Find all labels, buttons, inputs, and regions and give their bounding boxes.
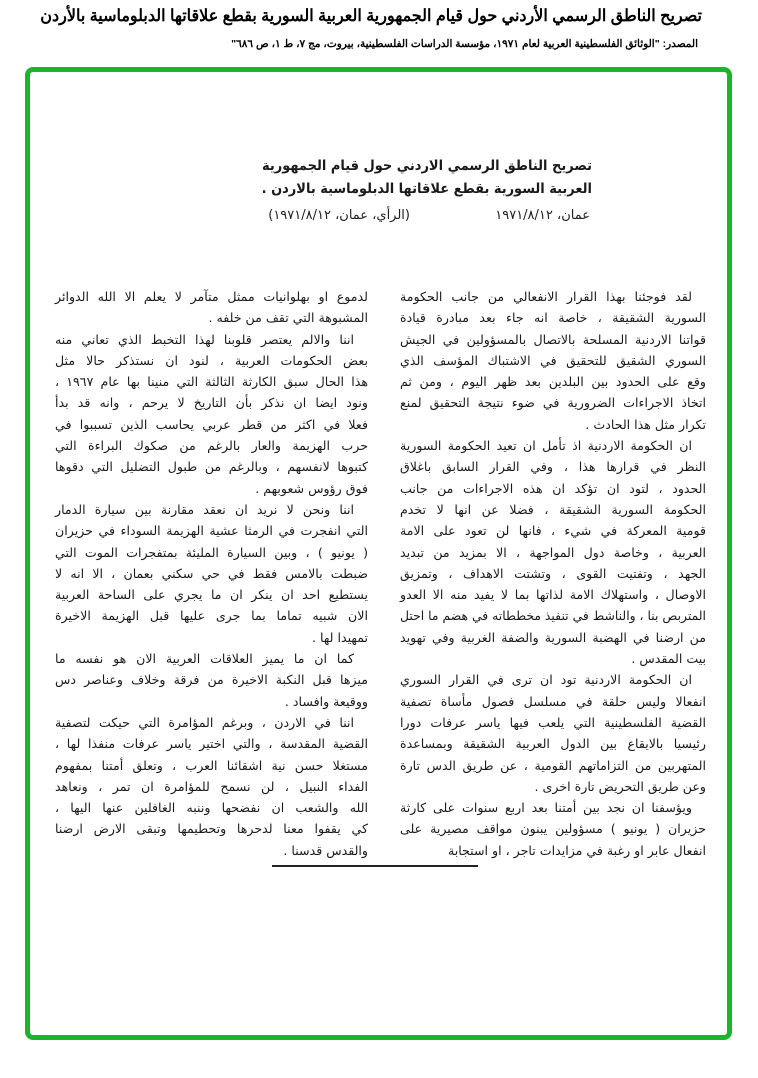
text-line: الحدود ، لتود ان تؤكد ان هذه الاجراءات من جانب [400,480,706,496]
text-line: وقع على الحدود بين البلدين بعد ظهر اليوم ، ومن ثم [400,374,706,390]
paragraph [400,286,706,435]
text-line: ووقيعة وافساد . [284,693,368,709]
text-line: ان الحكومة الاردنية تود ان ترى في القرار السوري [400,672,692,688]
text-line: تمهيدا لها . [312,629,368,645]
text-line: اننا ونحن لا نريد ان نعقد مقارنة بين سيارة الدمار [55,501,354,517]
text-line: الان شبيه تماما بما جرى عليها قبل الهزيمة الاخيرة [55,608,368,624]
text-line: يستطيع احد ان ينكر ان ما يجري على الساحة العربية [55,587,368,603]
text-line: مستغلا حسن نية اشقائنا العرب ، وتعلق أمتنا بمفهوم [55,757,368,773]
paragraph [55,286,368,329]
text-line: وعن طريق التحريض تارة اخرى . [534,778,706,794]
text-line: قواتنا الاردنية المسلحة بالاتصال بالمسؤولين في الجيش [400,331,706,347]
text-line: الله والشعب ان نفضحها وننبه الغافلين عنها اليها ، [55,800,368,816]
text-line: حزيران ( يونيو ) مسؤولين يبنون مواقف مصيرية على [400,821,706,837]
text-line: بعض الحكومات العربية ، لنود ان نستذكر حالا مثل [55,352,368,368]
paragraph [55,648,368,712]
text-line: المتهربين من التزاماتهم القومية ، عن طريق الدس تارة [400,757,706,773]
text-line: السوري الشقيق للتحقيق في الاشتباك المؤسف الذي [400,352,706,368]
paragraph [400,435,706,669]
text-line: العربية ، وخاصة دول المواجهة ، الا بمزيد من تبديد [400,544,706,560]
text-line: المتربص بنا ، والناشط في تنفيذ مخططاته في هضم ما احتل [399,608,706,624]
text-line: المشبوهة التي تقف من خلفه . [208,310,368,326]
text-line: انفعالا وليس حلقة في مسلسل فصول مأساة تصفية [400,693,706,709]
paragraph [55,329,368,499]
text-line: رئيسيا بالايقاع بين الدول العربية الشقيقة وبمساعدة [400,736,706,752]
text-line: الفداء النبيل ، لن نسمح للمؤامرة ان تمر ، ونعاهد [55,778,368,794]
text-line: انفعال عابر او رغبة في مزايدات تاجر ، او استجابة [447,842,706,858]
paragraph [55,712,368,861]
paragraph [400,797,706,861]
text-line: والقدس قدسنا . [283,842,368,858]
text-line: النظر في قرارها هذا ، وفي القرار السابق باغلاق [400,459,706,475]
text-line: التي انفجرت في الرمثا عشية الهزيمة السوداء في حزيران [55,523,368,539]
text-line: الحكومة السورية الشقيقة ، فضلا عن انها لا تخدم [400,501,706,517]
end-separator-line [272,865,478,867]
text-line: السورية الشقيقة ، خاصة انه جاء بعد مبادرة قيادة [400,310,706,326]
text-line: بيت المقدس . [631,651,706,667]
text-line: من ارضنا في الهضبة السورية والضفة الغربية وفي تهويد [400,629,706,645]
text-line: كما ان ما يميز العلاقات العربية الان هو نفسه ما [55,651,354,667]
document-title-line: العربية السورية بقطع علاقاتها الدبلوماسية بالاردن . [261,181,592,197]
text-line: ميزها قبل النكبة الاخيرة من فرقة وخلاف وعناصر دس [55,672,368,688]
source-citation: المصدر: "الوثائق الفلسطينية العربية لعام ١٩٧١، مؤسسة الدراسات الفلسطينية، بيروت، مج ٧، ط ١، ص ٦٨٦" [231,38,698,50]
text-line: اننا في الاردن ، وبرغم المؤامرة التي حيكت لتصفية [55,714,354,730]
text-line: ان الحكومة الاردنية اذ تأمل ان تعيد الحكومة السورية [400,438,692,454]
text-line: ونود ايضا ان نذكر بأن التاريخ لا يرحم ، وانه قد بدأ [55,395,368,411]
text-line: ضبطت بالامس فقط في حي سكني بعمان ، الا انه لا [55,565,368,581]
text-line: القضية الفلسطينية التي يلعب فيها ياسر عرفات دورا [400,714,706,730]
right-column [400,286,706,861]
text-line: الاوصال ، واستهلاك الامة لذاتها بما لا يفيد منه الا العدو [400,587,706,603]
text-line: اننا والالم يعتصر قلوبنا لهذا التخبط الذي تعاني منه [55,331,354,347]
text-line: الجهد ، وتفتيت القوى ، وتشتت الاهداف ، وتمزيق [400,565,706,581]
text-line: لدموع او بهلوانيات ممثل متآمر لا يعلم الا الله الدوائر [55,289,368,304]
text-line: فوق رؤوس شعوبهم . [255,480,368,496]
text-line: اتخاذ الاجراءات الضرورية في ضوء نتيجة التحقيق لمنع [400,395,706,411]
left-column [55,286,368,861]
paragraph [400,669,706,797]
text-line: فعلا في اكثر من قطر عربي يحاسب الذين تسببوا في [55,416,368,432]
paragraph [55,499,368,648]
document-title [262,155,592,201]
source-reference: (الرأي، عمان، ١٩٧١/٨/١٢) [268,208,410,223]
text-line: قومية المعركة في شيء ، فانها لن تعود على الامة [400,523,706,539]
page-title: تصريح الناطق الرسمي الأردني حول قيام الجمهورية العربية السورية بقطع علاقاتها الدبلوماسية بالأردن [40,7,703,25]
text-line: ( يونيو ) ، وبين السيارة المليئة بمتفجرات الموت التي [55,544,368,560]
text-line: كتبوها لانفسهم ، وبالرغم من طبول التضليل التي دقوها [55,459,368,475]
text-line: القضية المقدسة ، والتي اختير ياسر عرفات منفذا لها ، [55,736,368,752]
text-line: هذا الحال سبق الكارثة الثالثة التي منينا بها عام ١٩٦٧ ، [55,374,368,390]
dateline: عمان، ١٩٧١/٨/١٢ [495,208,590,223]
text-line: حرب الهزيمة والعار بالرغم من صكوك البراءة التي [55,438,368,454]
text-line: تكرار مثل هذا الحادث . [585,416,706,432]
text-line: ويؤسفنا ان نجد بين أمتنا بعد اربع سنوات على كارثة [400,800,692,816]
document-title-line: تصريح الناطق الرسمي الاردني حول قيام الجمهورية [262,158,592,174]
text-line: كي يقفوا معنا لدحرها وتحطيمها وتبقى الارض ارضنا [55,821,368,837]
text-line: لقد فوجئنا بهذا القرار الانفعالي من جانب الحكومة [400,289,692,304]
